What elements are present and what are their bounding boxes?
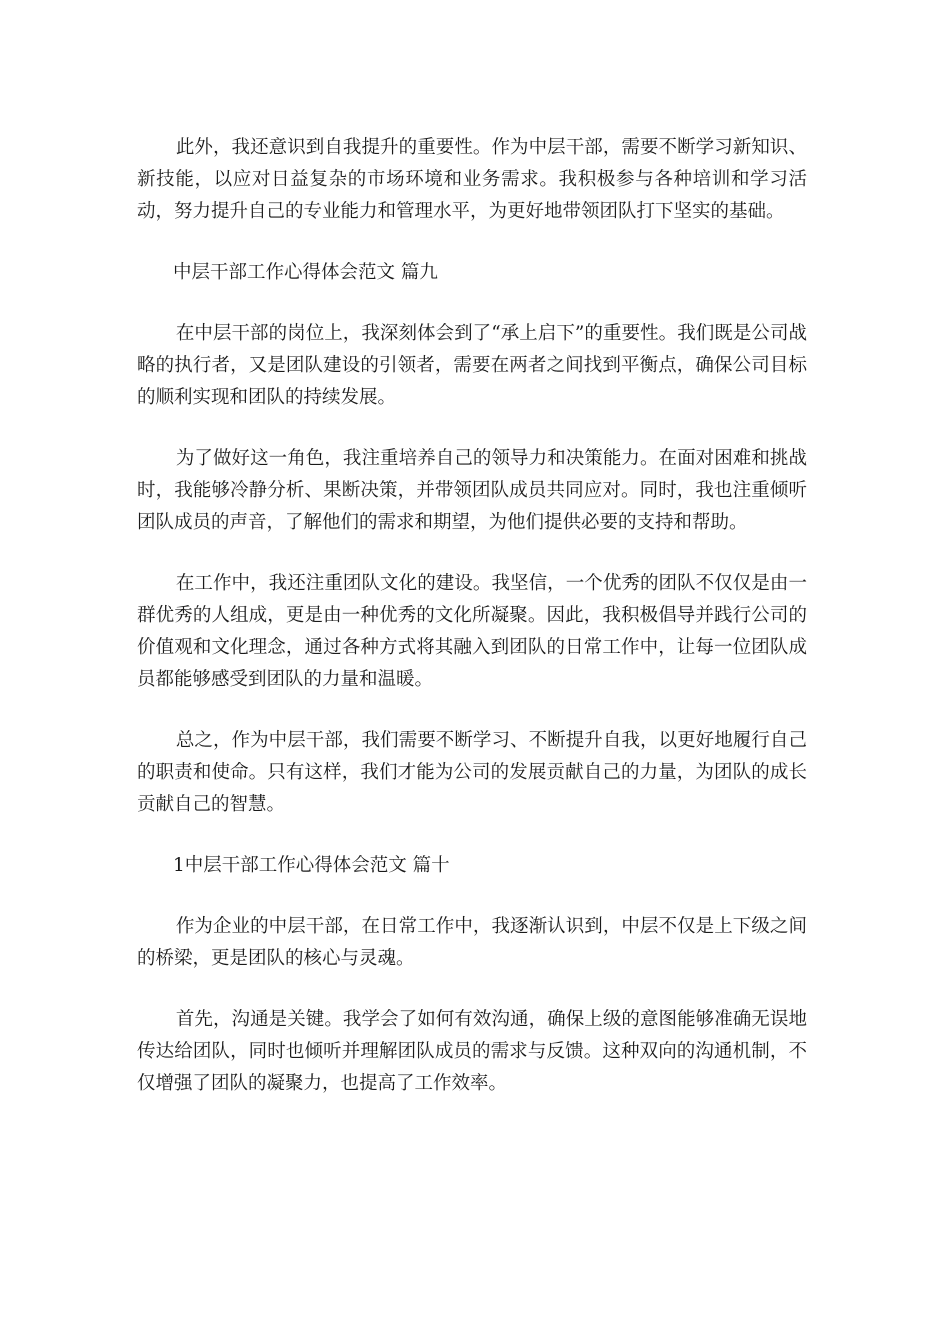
paragraph-middle-manager-role: 作为企业的中层干部，在日常工作中，我逐渐认识到，中层不仅是上下级之间的桥梁，更是团队的核心与灵魂。	[137, 916, 807, 969]
paragraph-conclusion: 总之，作为中层干部，我们需要不断学习、不断提升自我，以更好地履行自己的职责和使命。只有这样，我们才能为公司的发展贡献自己的力量，为团队的成长贡献自己的智慧。	[137, 730, 807, 815]
section-heading-part-ten: 1中层干部工作心得体会范文 篇十	[173, 855, 450, 876]
paragraph-self-improvement: 此外，我还意识到自我提升的重要性。作为中层干部，需要不断学习新知识、新技能，以应对日益复杂的市场环境和业务需求。我积极参与各种培训和学习活动，努力提升自己的专业能力和管理水平，为更好地带领团队打下坚实的基础。	[137, 137, 807, 222]
document-page	[137, 132, 807, 1129]
paragraph-team-culture: 在工作中，我还注重团队文化的建设。我坚信，一个优秀的团队不仅仅是由一群优秀的人组成，更是由一种优秀的文化所凝聚。因此，我积极倡导并践行公司的价值观和文化理念，通过各种方式将其融入到团队的日常工作中，让每一位团队成员都能够感受到团队的力量和温暖。	[137, 573, 807, 690]
section-heading-part-nine: 中层干部工作心得体会范文 篇九	[173, 262, 438, 283]
paragraph-leadership: 为了做好这一角色，我注重培养自己的领导力和决策能力。在面对困难和挑战时，我能够冷静分析、果断决策，并带领团队成员共同应对。同时，我也注重倾听团队成员的声音，了解他们的需求和期望，为他们提供必要的支持和帮助。	[137, 448, 807, 533]
paragraph-bridging-role: 在中层干部的岗位上，我深刻体会到了“承上启下”的重要性。我们既是公司战略的执行者，又是团队建设的引领者，需要在两者之间找到平衡点，确保公司目标的顺利实现和团队的持续发展。	[137, 323, 807, 408]
paragraph-communication: 首先，沟通是关键。我学会了如何有效沟通，确保上级的意图能够准确无误地传达给团队，同时也倾听并理解团队成员的需求与反馈。这种双向的沟通机制，不仅增强了团队的凝聚力，也提高了工作效率。	[137, 1009, 807, 1094]
